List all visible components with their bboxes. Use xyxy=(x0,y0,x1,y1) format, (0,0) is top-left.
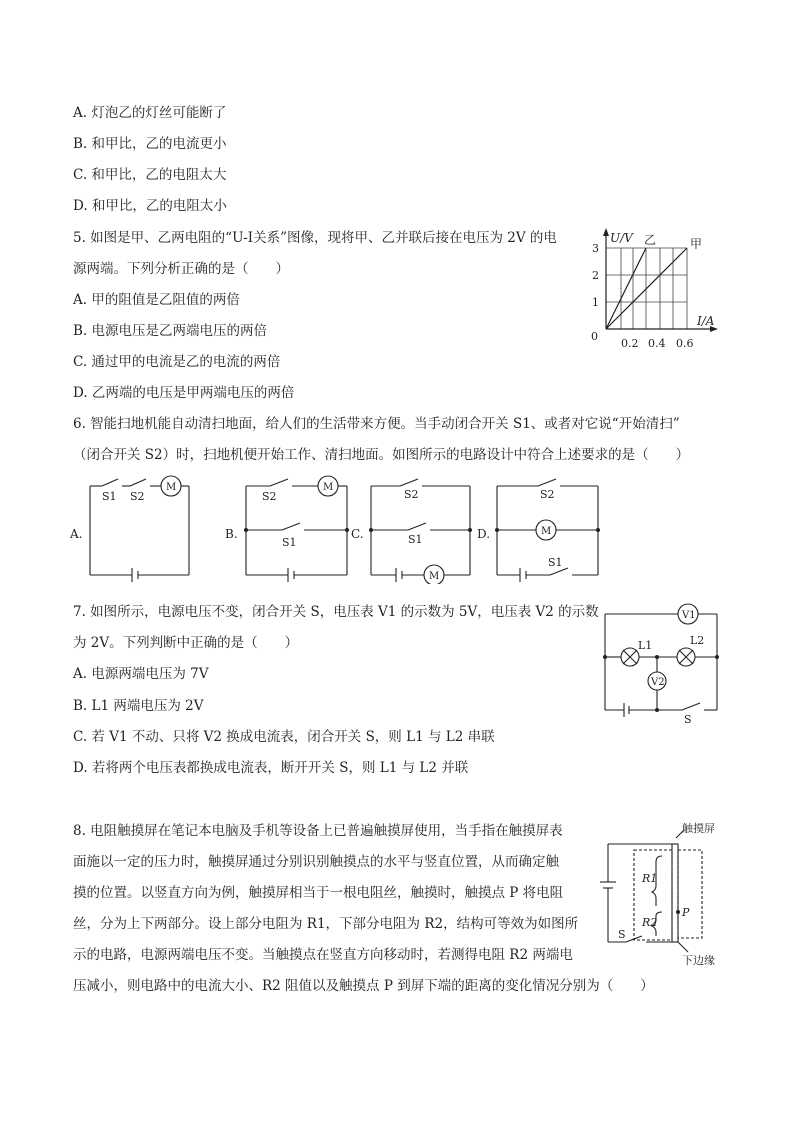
bottom-edge-label: 下边缘 xyxy=(682,954,715,967)
yi-label: 乙 xyxy=(644,233,657,247)
q4-option-c: C. 和甲比，乙的电阻太大 xyxy=(73,167,227,183)
x-tick-0.6: 0.6 xyxy=(676,337,694,350)
svg-text:M: M xyxy=(429,571,440,582)
svg-text:S1: S1 xyxy=(548,556,563,569)
svg-text:R1: R1 xyxy=(642,872,658,885)
q7-option-c: C. 若 V1 不动、只将 V2 换成电流表，闭合开关 S，则 L1 与 L2 串联 xyxy=(73,729,495,745)
svg-text:S1: S1 xyxy=(282,536,297,549)
x-axis-label: I/A xyxy=(697,314,715,328)
origin-label: 0 xyxy=(591,330,598,343)
q8-line-3: 摸的位置。以竖直方向为例，触摸屏相当于一根电阻丝，触摸时，触摸点 P 将电阻 xyxy=(73,885,564,901)
q6-stem-line-1: 6. 智能扫地机能自动清扫地面，给人们的生活带来方便。当手动闭合开关 S1、或者对它说“开始清扫” xyxy=(73,416,680,432)
svg-text:M: M xyxy=(541,526,552,537)
jia-label: 甲 xyxy=(690,237,703,251)
q4-option-a: A. 灯泡乙的灯丝可能断了 xyxy=(73,105,227,121)
q7-stem-line-1: 7. 如图所示，电源电压不变，闭合开关 S，电压表 V1 的示数为 5V，电压表 V2 的示数 xyxy=(73,604,599,620)
svg-text:P: P xyxy=(682,906,690,919)
choice-b-label: B. xyxy=(225,527,238,541)
q5-ui-graph xyxy=(588,226,723,354)
line-yi xyxy=(606,248,646,329)
svg-text:M: M xyxy=(166,482,177,493)
q7-stem-line-2: 为 2V。下列判断中正确的是（ ） xyxy=(73,635,299,651)
q4-option-d: D. 和甲比，乙的电阻太小 xyxy=(73,198,227,214)
q4-option-b: B. 和甲比，乙的电流更小 xyxy=(73,136,227,152)
q5-stem-line-1: 5. 如图是甲、乙两电阻的“U-I关系”图像，现将甲、乙并联后接在电压为 2V 的电 xyxy=(73,230,557,246)
q8-line-5: 示的电路，电源两端电压不变。当触摸点在竖直方向移动时，若测得电阻 R2 两端电 xyxy=(73,947,573,963)
q5-option-c: C. 通过甲的电流是乙的电流的两倍 xyxy=(73,354,281,370)
y-tick-2: 2 xyxy=(592,269,599,282)
line-jia xyxy=(606,248,687,329)
choice-d-label: D. xyxy=(477,527,491,541)
svg-text:S2: S2 xyxy=(404,488,419,501)
svg-text:L1: L1 xyxy=(638,639,653,652)
y-axis-label: U/V xyxy=(610,231,633,245)
q7-option-a: A. 电源两端电压为 7V xyxy=(73,666,209,682)
svg-text:S2: S2 xyxy=(540,488,555,501)
q7-option-b: B. L1 两端电压为 2V xyxy=(73,698,204,714)
q5-option-b: B. 电源电压是乙两端电压的两倍 xyxy=(73,323,268,339)
y-tick-1: 1 xyxy=(592,296,599,309)
svg-text:S2: S2 xyxy=(262,490,277,503)
svg-text:V2: V2 xyxy=(651,677,665,688)
svg-text:S2: S2 xyxy=(130,490,145,503)
svg-text:S1: S1 xyxy=(408,533,423,546)
svg-text:S: S xyxy=(618,928,626,941)
q8-touchscreen-diagram xyxy=(596,820,736,970)
x-tick-0.4: 0.4 xyxy=(648,337,666,350)
svg-text:S: S xyxy=(684,713,692,726)
svg-text:R2: R2 xyxy=(642,916,658,929)
y-tick-3: 3 xyxy=(592,242,599,255)
q5-stem-line-2: 源两端。下列分析正确的是（ ） xyxy=(73,261,289,277)
q7-circuit xyxy=(598,602,724,726)
q7-option-d: D. 若将两个电压表都换成电流表，断开开关 S，则 L1 与 L2 并联 xyxy=(73,760,469,776)
choice-c-label: C. xyxy=(351,527,364,541)
q6-circuit-options xyxy=(70,474,610,584)
choice-a-label: A. xyxy=(70,527,83,541)
q8-line-1: 8. 电阻触摸屏在笔记本电脑及手机等设备上已普遍触摸屏使用，当手指在触摸屏表 xyxy=(73,823,563,839)
svg-text:V1: V1 xyxy=(682,610,696,621)
svg-text:M: M xyxy=(323,482,334,493)
q5-option-d: D. 乙两端的电压是甲两端电压的两倍 xyxy=(73,385,295,401)
q8-line-4: 丝，分为上下两部分。设上部分电阻为 R1，下部分电阻为 R2，结构可等效为如图所 xyxy=(73,916,579,932)
q8-line-2: 面施以一定的压力时，触摸屏通过分别识别触摸点的水平与竖直位置，从而确定触 xyxy=(73,854,559,870)
q8-line-6: 压减小，则电路中的电流大小、R2 阻值以及触摸点 P 到屏下端的距离的变化情况分别为（ ） xyxy=(73,978,654,994)
svg-text:L2: L2 xyxy=(690,634,705,647)
svg-text:S1: S1 xyxy=(102,490,117,503)
x-tick-0.2: 0.2 xyxy=(621,337,639,350)
touchscreen-label: 触摸屏 xyxy=(682,822,715,835)
q5-option-a: A. 甲的阻值是乙阻值的两倍 xyxy=(73,292,240,308)
q6-stem-line-2: （闭合开关 S2）时，扫地机便开始工作、清扫地面。如图所示的电路设计中符合上述要求的是（ ） xyxy=(73,447,690,463)
